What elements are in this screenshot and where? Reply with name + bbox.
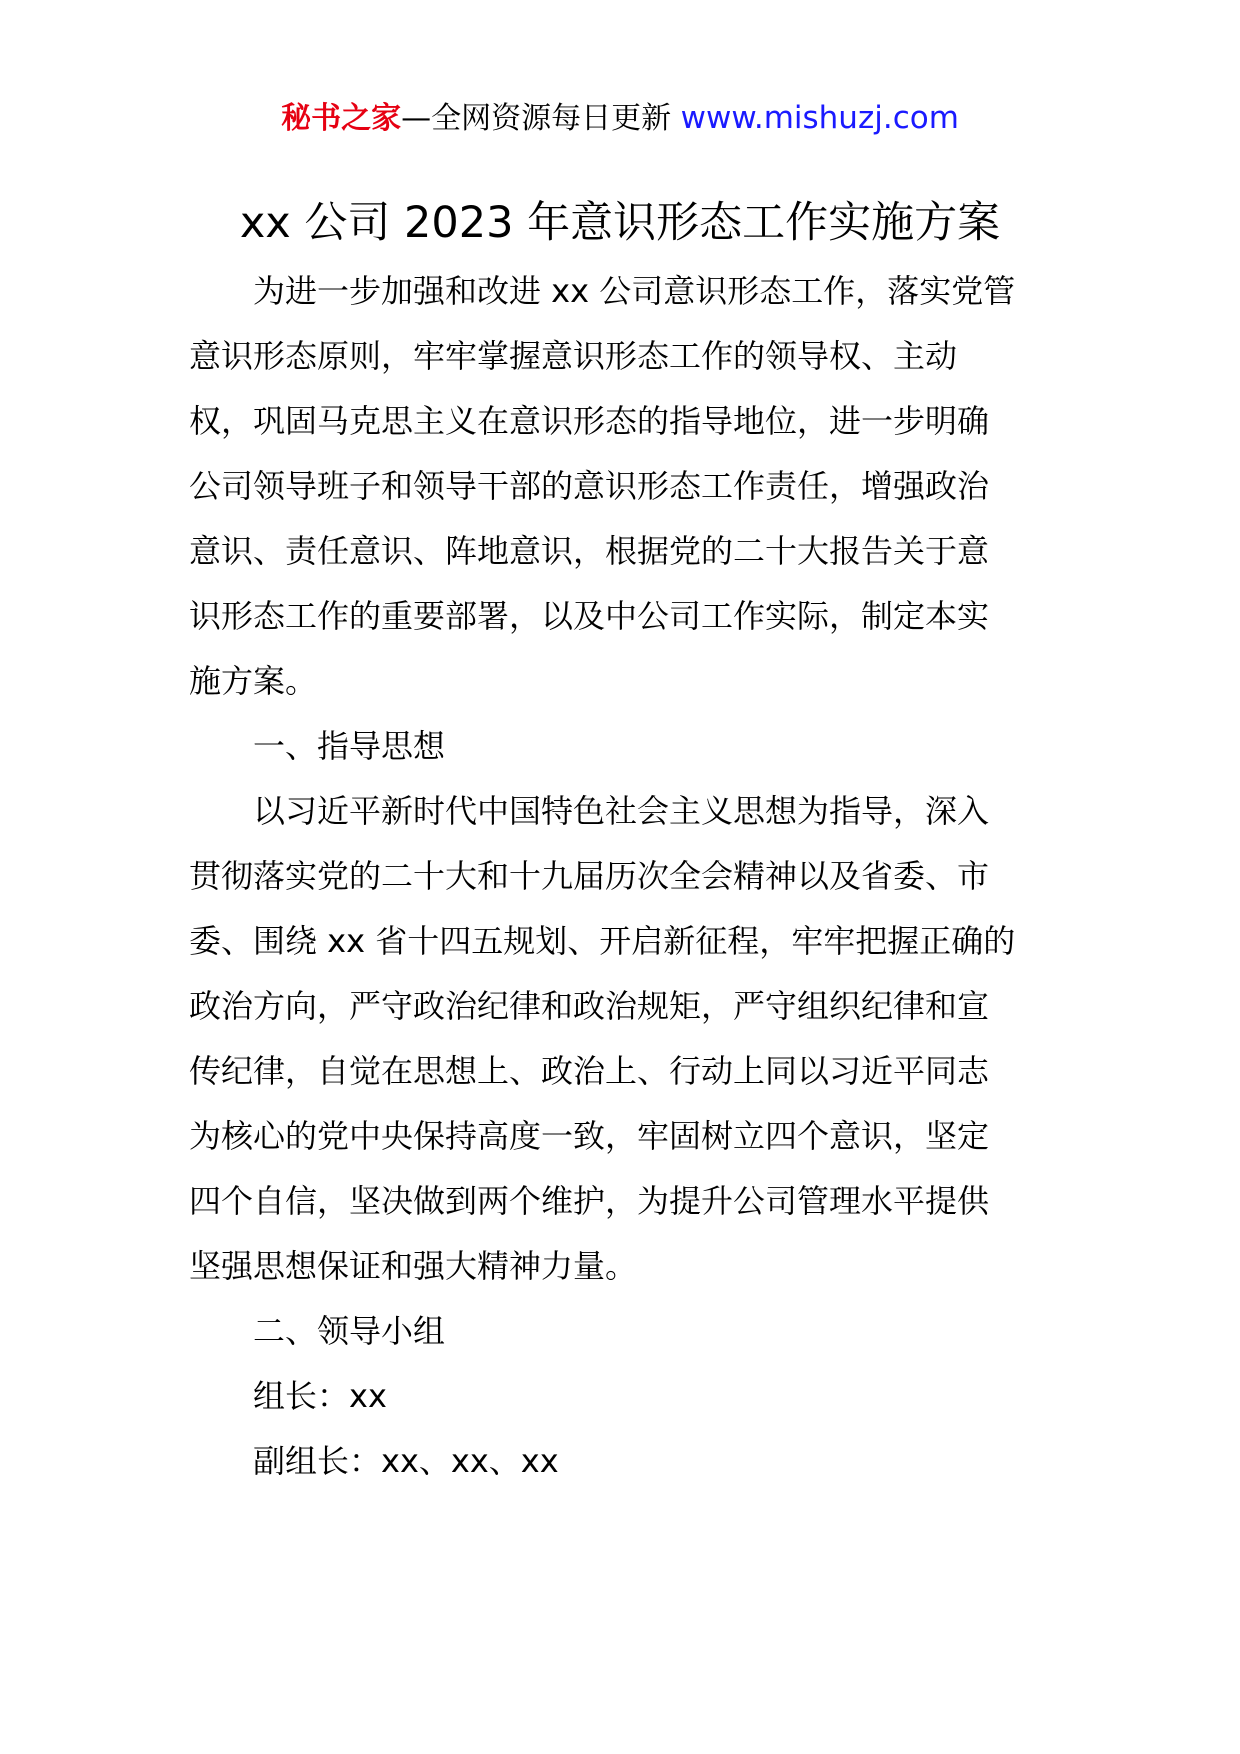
section-heading: 一、指导思想	[253, 727, 446, 765]
paragraph-line: 传纪律，自觉在思想上、政治上、行动上同以习近平同志	[189, 1052, 990, 1090]
paragraph-line: 坚强思想保证和强大精神力量。	[189, 1247, 638, 1285]
paragraph-line: 为进一步加强和改进 xx 公司意识形态工作，落实党管	[253, 272, 1016, 310]
leadership-group-list	[189, 1364, 1061, 1494]
paragraph-line: 四个自信，坚决做到两个维护，为提升公司管理水平提供	[189, 1182, 990, 1220]
section-heading-guiding-ideology	[189, 714, 1061, 779]
section-heading: 二、领导小组	[253, 1312, 446, 1350]
group-leader-line: 组长：xx	[253, 1377, 387, 1415]
group-deputy-line: 副组长：xx、xx、xx	[253, 1442, 559, 1480]
paragraph-line: 贯彻落实党的二十大和十九届历次全会精神以及省委、市	[189, 857, 990, 895]
paragraph-line: 识形态工作的重要部署，以及中公司工作实际，制定本实	[189, 597, 990, 635]
banner-brand: 秘书之家	[281, 101, 402, 136]
intro-paragraph	[189, 259, 1061, 714]
paragraph-line: 意识形态原则，牢牢掌握意识形态工作的领导权、主动	[189, 337, 958, 375]
paragraph-line: 权，巩固马克思主义在意识形态的指导地位，进一步明确	[189, 402, 990, 440]
section-heading-leadership-group	[189, 1299, 1061, 1364]
guiding-ideology-paragraph	[189, 779, 1061, 1299]
document-title: xx 公司 2023 年意识形态工作实施方案	[239, 198, 1001, 248]
paragraph-line: 委、围绕 xx 省十四五规划、开启新征程，牢牢把握正确的	[189, 922, 1016, 960]
paragraph-line: 施方案。	[189, 662, 318, 700]
paragraph-line: 为核心的党中央保持高度一致，牢固树立四个意识，坚定	[189, 1117, 990, 1155]
paragraph-line: 公司领导班子和领导干部的意识形态工作责任，增强政治	[189, 467, 990, 505]
paragraph-line: 意识、责任意识、阵地意识，根据党的二十大报告关于意	[189, 532, 990, 570]
paragraph-line: 政治方向，严守政治纪律和政治规矩，严守组织纪律和宣	[189, 987, 990, 1025]
banner-url-link[interactable]: www.mishuzj.com	[680, 100, 959, 136]
banner-tagline: —全网资源每日更新	[401, 101, 681, 136]
paragraph-line: 以习近平新时代中国特色社会主义思想为指导，深入	[253, 792, 990, 830]
site-banner	[0, 98, 1240, 139]
